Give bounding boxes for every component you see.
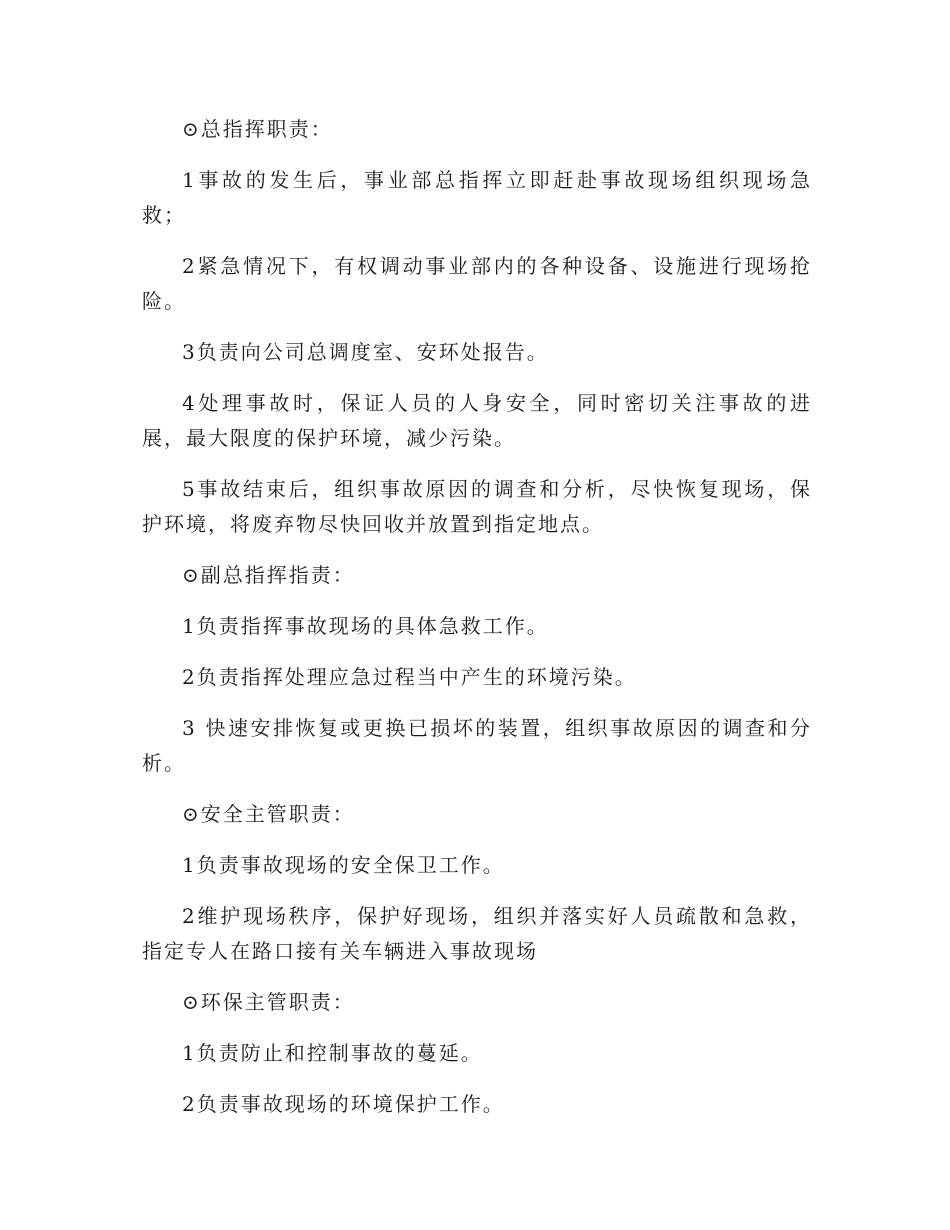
commander-duty-1: 1事故的发生后，事业部总指挥立即赶赴事故现场组织现场急救；: [142, 168, 812, 227]
environment-duty-2: 2负责事故现场的环境保护工作。: [182, 1092, 505, 1116]
environment-duty-1: 1负责防止和控制事故的蔓延。: [182, 1041, 483, 1065]
section-heading-commander: ⊙总指挥职责：: [182, 117, 333, 141]
deputy-duty-3: 3 快速安排恢复或更换已损坏的装置，组织事故原因的调查和分析。: [142, 716, 812, 775]
section-heading-environment-supervisor: ⊙环保主管职责：: [182, 990, 355, 1014]
safety-duty-2: 2维护现场秩序，保护好现场，组织并落实好人员疏散和急救，指定专人在路口接有关车辆进入事故现场: [142, 904, 812, 963]
commander-duty-2: 2紧急情况下，有权调动事业部内的各种设备、设施进行现场抢险。: [142, 254, 812, 313]
safety-duty-1: 1负责事故现场的安全保卫工作。: [182, 853, 505, 877]
commander-duty-3: 3负责向公司总调度室、安环处报告。: [182, 340, 549, 364]
deputy-duty-1: 1负责指挥事故现场的具体急救工作。: [182, 614, 549, 638]
section-heading-deputy-commander: ⊙副总指挥指责：: [182, 563, 355, 587]
commander-duty-4: 4处理事故时，保证人员的人身安全，同时密切关注事故的进展，最大限度的保护环境，减少污染。: [142, 391, 812, 450]
deputy-duty-2: 2负责指挥处理应急过程当中产生的环境污染。: [182, 665, 637, 689]
section-heading-safety-supervisor: ⊙安全主管职责：: [182, 802, 355, 826]
document-page: [142, 112, 812, 1138]
commander-duty-5: 5事故结束后，组织事故原因的调查和分析，尽快恢复现场，保护环境，将废弃物尽快回收并放置到指定地点。: [142, 477, 812, 536]
